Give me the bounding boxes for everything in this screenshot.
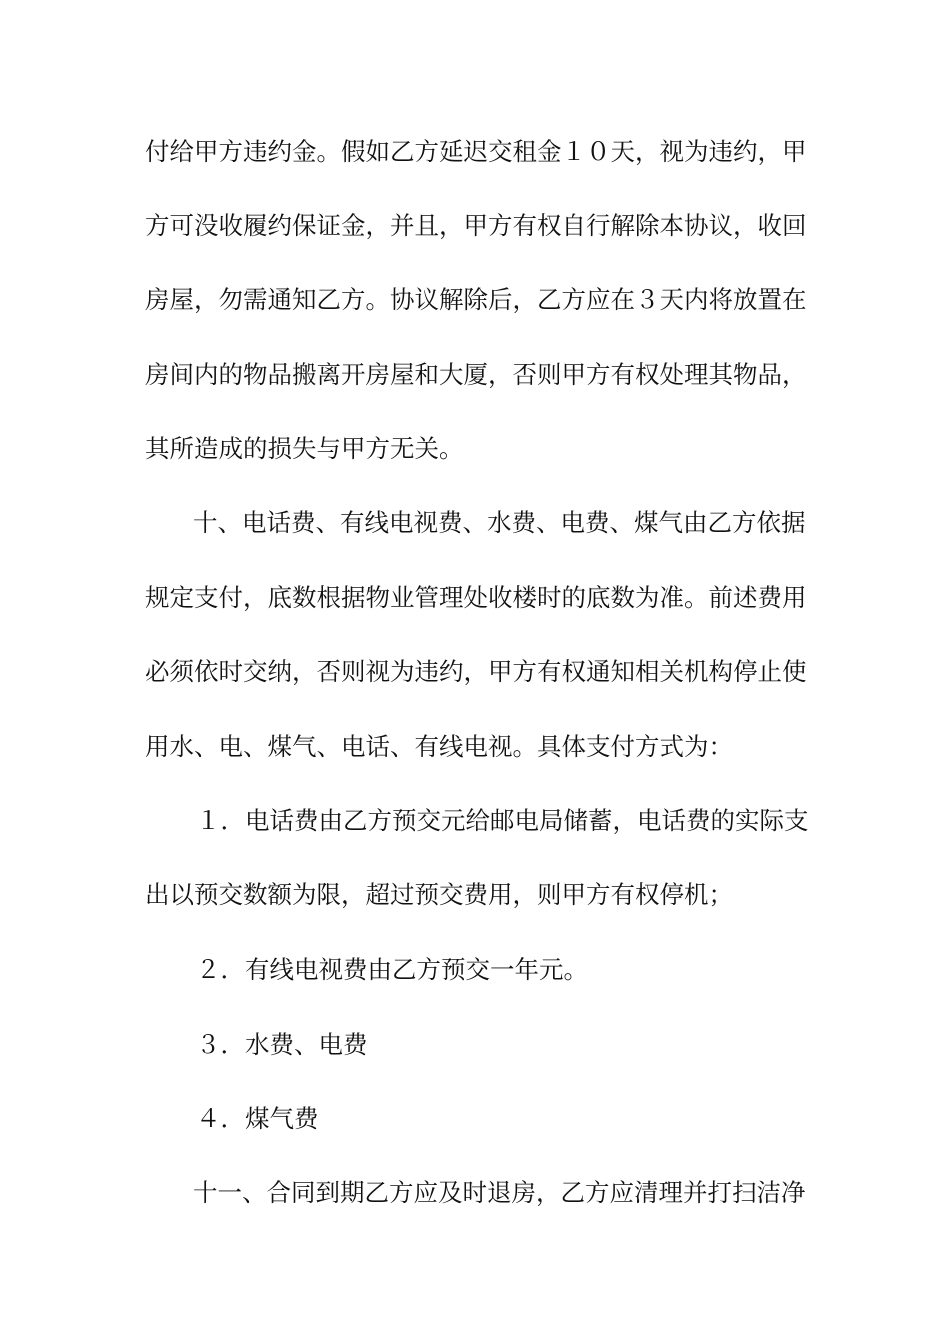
text-line: 房间内的物品搬离开房屋和大厦，否则甲方有权处理其物品， xyxy=(145,360,807,389)
text-line: 必须依时交纳，否则视为违约，甲方有权通知相关机构停止使 xyxy=(145,657,807,686)
text-line: 方可没收履约保证金，并且，甲方有权自行解除本协议，收回 xyxy=(145,211,807,240)
text-line: 其所造成的损失与甲方无关。 xyxy=(145,434,464,463)
list-item-1: １．电话费由乙方预交元给邮电局储蓄，电话费的实际支 xyxy=(196,806,809,835)
text-line: 出以预交数额为限，超过预交费用，则甲方有权停机； xyxy=(145,880,733,909)
section-ten-heading: 十、电话费、有线电视费、水费、电费、煤气由乙方依据 xyxy=(193,508,806,537)
text-line: 付给甲方违约金。假如乙方延迟交租金１０天，视为违约，甲 xyxy=(145,137,807,166)
text-line: 用水、电、煤气、电话、有线电视。具体支付方式为： xyxy=(145,732,733,761)
list-item-2: ２．有线电视费由乙方预交一年元。 xyxy=(196,955,588,984)
section-eleven-heading: 十一、合同到期乙方应及时退房，乙方应清理并打扫洁净 xyxy=(193,1178,806,1207)
text-line: 房屋，勿需通知乙方。协议解除后，乙方应在３天内将放置在 xyxy=(145,285,807,314)
text-line: 规定支付，底数根据物业管理处收楼时的底数为准。前述费用 xyxy=(145,583,807,612)
list-item-3: ３．水费、电费 xyxy=(196,1030,368,1059)
list-item-4: ４．煤气费 xyxy=(196,1104,319,1133)
